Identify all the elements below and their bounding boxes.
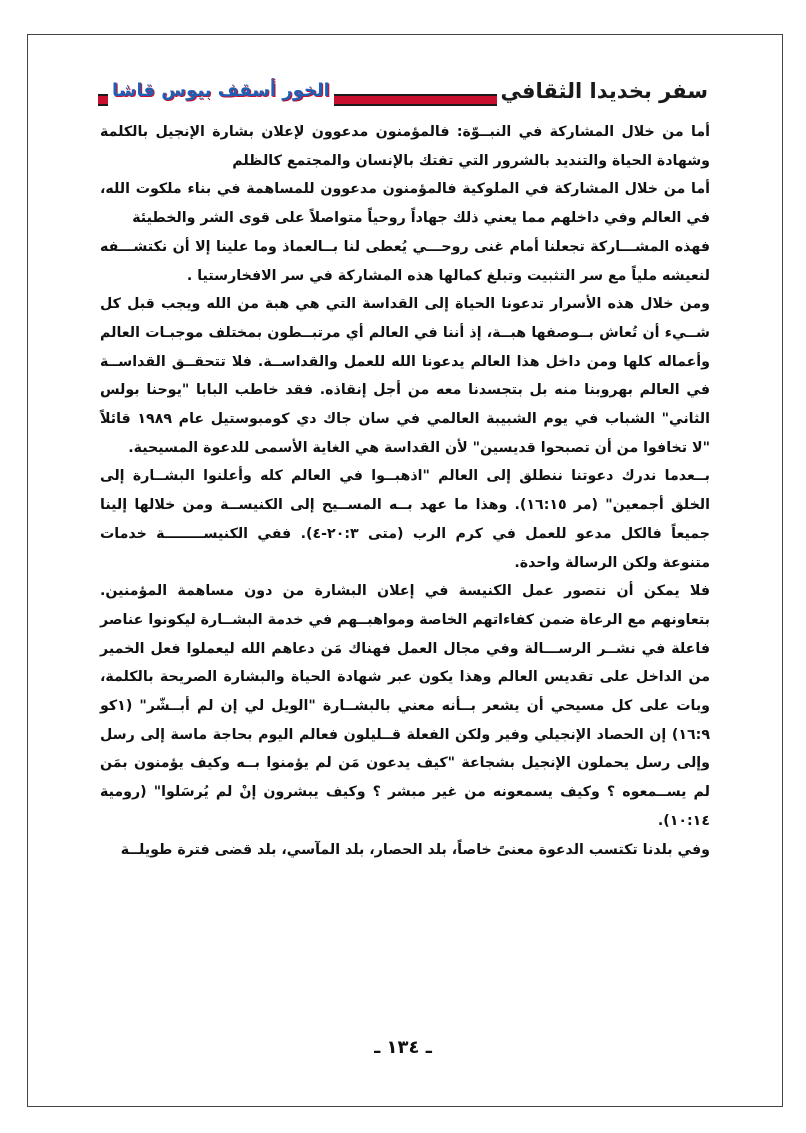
author-title: الخور أسقف بيوس قاشا — [108, 76, 334, 106]
paragraph: فهذه المشـــاركة تجعلنا أمام غنى روحـــي يُعطى لنا بــالعماذ وما علينا إلا أن نكتشـــفه لنعيشه ملياً مع سر التثبيت وتبلغ كمالها هذه المشاركة في سر الافخارستيا . — [100, 238, 710, 284]
paragraph: أما من خلال المشاركة في الملوكية فالمؤمنون مدعوون للمساهمة في بناء ملكوت الله، في العالم وفي داخلهم مما يعني ذلك جهاداً روحياً متواصلاً على قوى الشر والخطيئة — [100, 181, 710, 227]
page-header — [98, 76, 712, 110]
paragraph: وفي بلدنا تكتسب الدعوة معنىً خاصاً، بلد الحصار، بلد المآسي، بلد قضى فترة طويلــة — [120, 841, 710, 858]
paragraph: بــعدما ندرك دعوتنا ننطلق إلى العالم "اذهبــوا في العالم كله وأعلنوا البشــارة إلى الخلق أجمعين" (مر ١٦:١٥). وهذا ما عهد بــه المســيح إلى الكنيســة ومن خلالها إلينا جميعاً فالكل مدعو للعمل في كرم الرب (متى ٢٠:٣-٤). ففي الكنيســــــــة خدمات متنوعة ولكن الرسالة واحدة. — [100, 468, 710, 571]
paragraph: ومن خلال هذه الأسرار تدعونا الحياة إلى القداسة التي هي هبة من الله ويجب قبل كل شــيء أن تُعاش بــوصفها هبــة، إذ أننا في العالم أي مرتبــطون بمختلف موجبـات العالم وأعماله كلها ومن داخل هذا العالم يدعونا الله للعمل والقداســة. فلا تتحقــق القداســة في العالم بهروبنا منه بل بتجسدنا معه من أجل إنقاذه. فقد خاطب البابا "يوحنا بولس الثاني" الشباب في يوم الشبيبة العالمي في سان جاك دي كومبوستيل عام ١٩٨٩ قائلاً "لا تخافوا من أن تصبحوا قديسين" لأن القداسة هي الغاية الأسمى للدعوة المسيحية. — [100, 296, 710, 456]
publication-title: سفر بخديدا الثقافي — [497, 76, 712, 106]
document-body — [100, 118, 710, 864]
paragraph: فلا يمكن أن نتصور عمل الكنيسة في إعلان البشارة من دون مساهمة المؤمنين. بتعاونهم مع الرعاة ضمن كفاءاتهم الخاصة ومواهبــهم في خدمة البشــارة ليكونوا عناصر فاعلة في نشــر الرســـالة وفي مجال العمل فهناك مَن دعاهم الله ليعملوا فعل الخمير من الداخل على تقديس العالم وهذا يكون عبر شهادة الحياة والبشارة الصريحة بالكلمة، وبات على كل مسيحي أن يشعر بــأنه معني بالبشــارة "الويل لي إن لم أبــشّر" (١كو ١٦:٩) إن الحصاد الإنجيلي وفير ولكن الفعلة قــليلون فعالم اليوم بحاجة ماسة إلى رسل وإلى رسل يحملون الإنجيل بشجاعة "كيف يدعون مَن لم يؤمنوا بــه وكيف يؤمنون بمَن لم يســمعوه ؟ وكيف يسمعونه من غير مبشر ؟ وكيف يبشرون إنْ لم يُرسَلوا" (رومية ١٠:١٤). — [100, 583, 710, 829]
page-number: ـ ١٣٤ ـ — [374, 1037, 432, 1058]
paragraph: أما من خلال المشاركة في النبــوّة: فالمؤمنون مدعوون لإعلان بشارة الإنجيل بالكلمة وشهادة الحياة والتنديد بالشرور التي تفتك بالإنسان والمجتمع كالظلم — [100, 124, 710, 169]
